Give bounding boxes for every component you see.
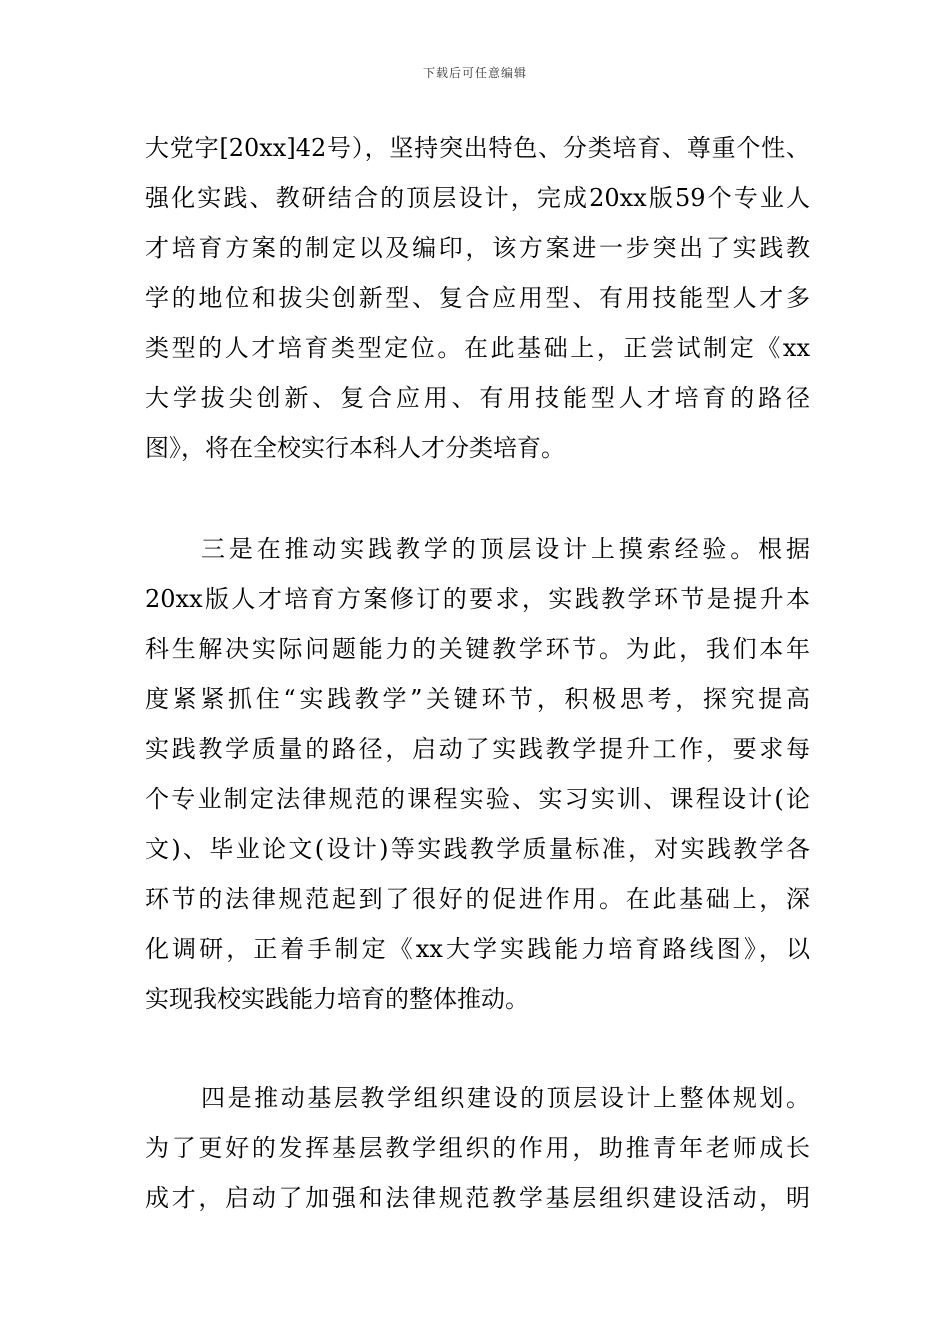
paragraph-2 bbox=[145, 524, 810, 1024]
paragraph-1 bbox=[145, 123, 810, 473]
text-line: 科生解决实际问题能力的关键教学环节。为此，我们本年 bbox=[145, 635, 810, 663]
text-line: 大学拔尖创新、复合应用、有用技能型人才培育的路径 bbox=[145, 384, 810, 412]
text-line: 成才，启动了加强和法律规范教学基层组织建设活动，明 bbox=[145, 1184, 810, 1212]
text-line: 实现我校实践能力培育的整体推动。 bbox=[145, 985, 529, 1013]
text-line: 文)、毕业论文(设计)等实践教学质量标准，对实践教学各 bbox=[145, 835, 810, 863]
text-line: 实践教学质量的路径，启动了实践教学提升工作，要求每 bbox=[145, 735, 810, 763]
text-line: 为了更好的发挥基层教学组织的作用，助推青年老师成长 bbox=[145, 1134, 810, 1162]
paragraph-3 bbox=[145, 1073, 810, 1223]
text-line: 类型的人才培育类型定位。在此基础上，正尝试制定《xx bbox=[145, 334, 810, 362]
text-line: 三是在推动实践教学的顶层设计上摸索经验。根据 bbox=[201, 535, 810, 563]
text-line: 度紧紧抓住“实践教学”关键环节，积极思考，探究提高 bbox=[145, 685, 810, 713]
text-line: 大党字[20xx]42号），坚持突出特色、分类培育、尊重个性、 bbox=[145, 134, 810, 162]
header-note: 下载后可任意编辑 bbox=[422, 66, 527, 80]
text-line: 个专业制定法律规范的课程实验、实习实训、课程设计(论 bbox=[145, 785, 810, 813]
text-line: 图》，将在全校实行本科人才分类培育。 bbox=[145, 434, 565, 462]
text-line: 环节的法律规范起到了很好的促进作用。在此基础上，深 bbox=[145, 885, 810, 913]
text-line: 化调研，正着手制定《xx大学实践能力培育路线图》，以 bbox=[145, 935, 810, 963]
text-line: 才培育方案的制定以及编印，该方案进一步突出了实践教 bbox=[145, 234, 810, 262]
text-line: 学的地位和拔尖创新型、复合应用型、有用技能型人才多 bbox=[145, 284, 810, 312]
text-line: 强化实践、教研结合的顶层设计，完成20xx版59个专业人 bbox=[145, 184, 810, 212]
text-line: 四是推动基层教学组织建设的顶层设计上整体规划。 bbox=[201, 1084, 810, 1112]
text-line: 20xx版人才培育方案修订的要求，实践教学环节是提升本 bbox=[145, 585, 810, 613]
